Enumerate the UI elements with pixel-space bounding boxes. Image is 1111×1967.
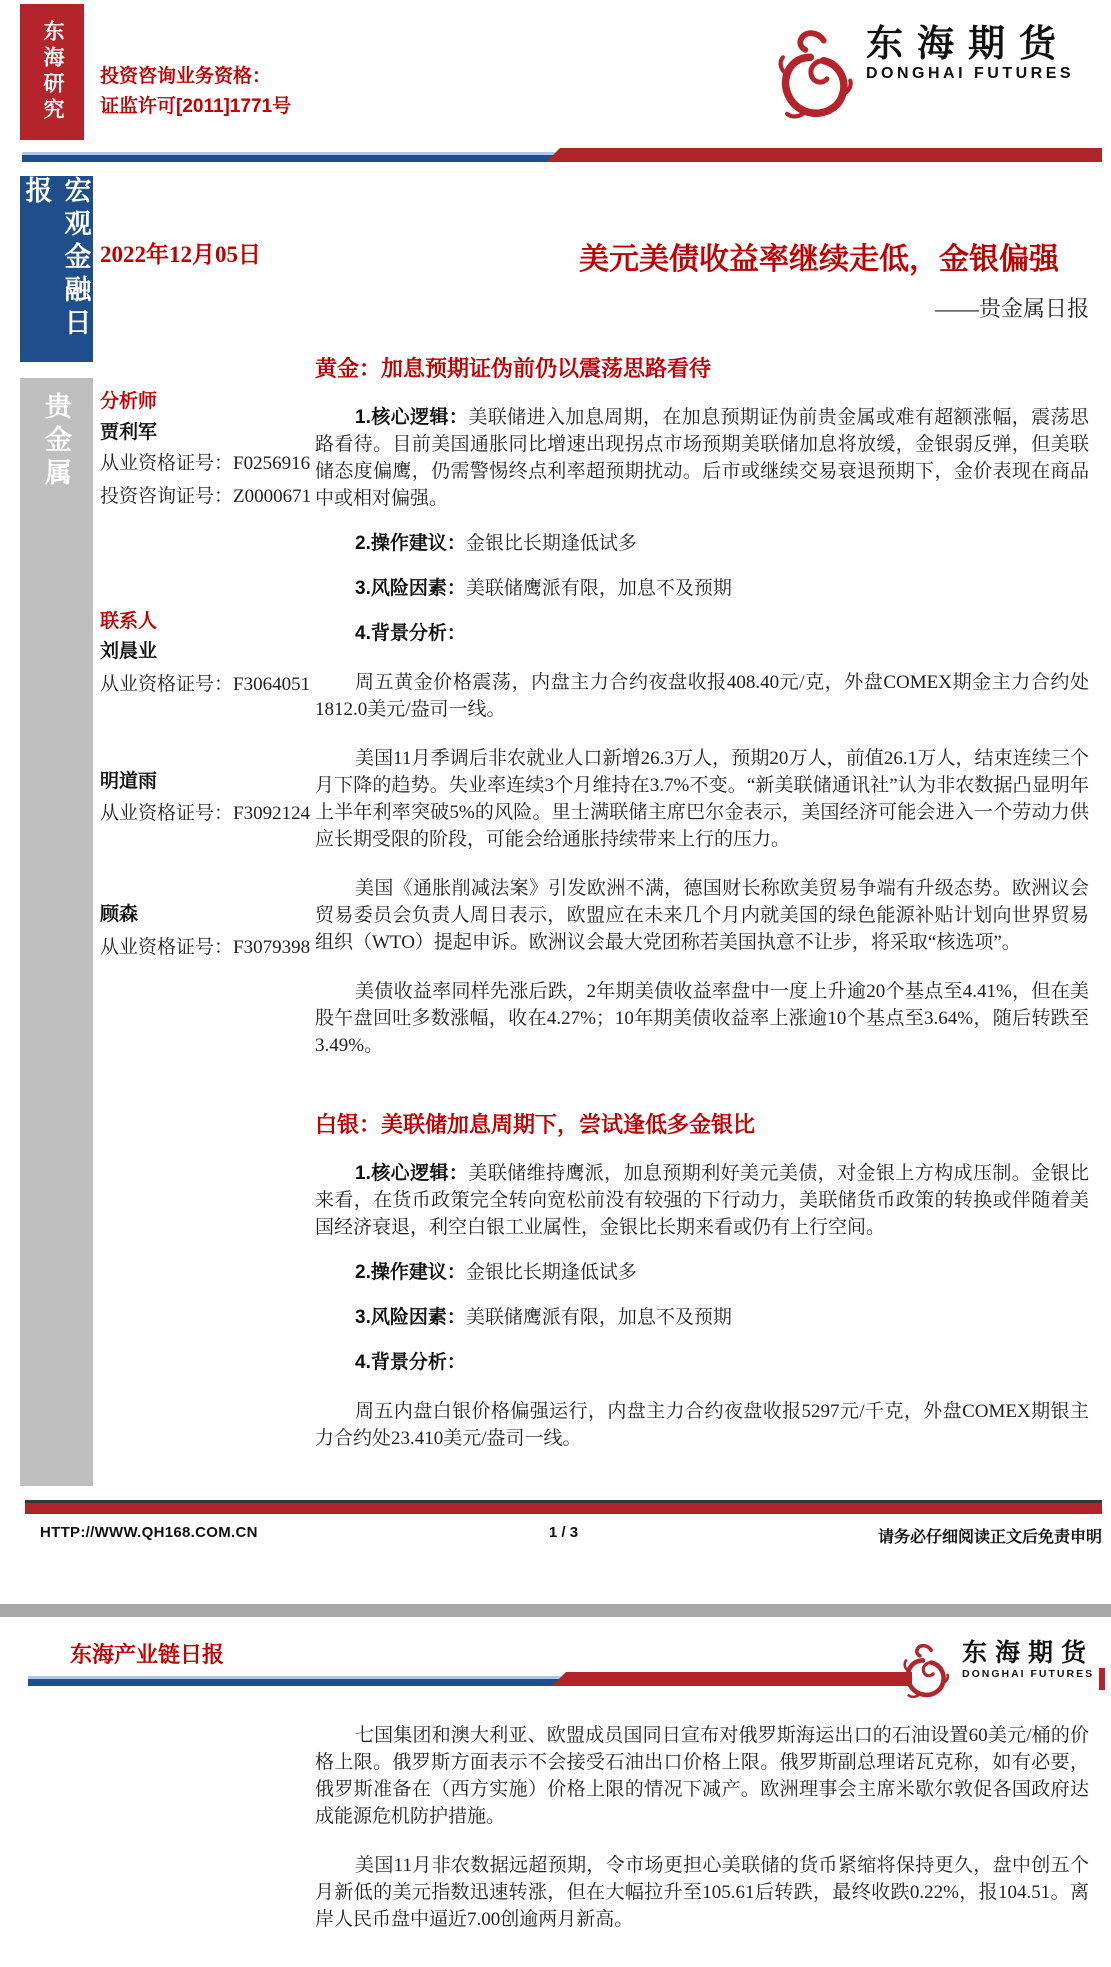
silver-section-heading: 白银：美联储加息周期下，尝试逢低多金银比	[315, 1112, 756, 1137]
silver-advice: 2.操作建议：金银比长期逢低试多	[355, 1262, 637, 1283]
footer-page-number: 1 / 3	[548, 1524, 579, 1541]
page2-content	[315, 1700, 1089, 1933]
paragraph: 七国集团和澳大利亚、欧盟成员国同日宣布对俄罗斯海运出口的石油设置60美元/桶的价格上限。俄罗斯方面表示不会接受石油出口价格上限。俄罗斯副总理诺瓦克称，如有必要，俄罗斯准备在（西方实施）价格上限的情况下减产。欧洲理事会主席米歇尔敦促各国政府达成能源危机防护措施。	[315, 1725, 1089, 1827]
divider-red-segment	[546, 148, 1102, 162]
paragraph: 周五内盘白银价格偏强运行，内盘主力合约夜盘收报5297元/千克，外盘COMEX期银主力合约处23.410美元/盎司一线。	[315, 1401, 1089, 1449]
analyst-label: 分析师	[100, 391, 158, 412]
footer-disclaimer: 请务必仔细阅读正文后免责申明	[877, 1529, 1102, 1546]
gold-section-heading: 黄金：加息预期证伪前仍以震荡思路看待	[315, 356, 712, 381]
analyst-advisory-number: 投资咨询证号：Z0000671	[100, 486, 312, 507]
logo-cn: 东海期货	[962, 1639, 1095, 1667]
contact-qualification: 从业资格证号：F3092124	[100, 803, 311, 824]
dragon-logo-icon	[770, 24, 854, 133]
divider-blue-segment	[22, 152, 555, 162]
logo-words	[866, 24, 1074, 83]
divider-red-segment	[552, 1672, 912, 1686]
precious-metal-banner-label: 贵金属	[41, 392, 71, 491]
gold-risk: 3.风险因素：美联储鹰派有限，加息不及预期	[355, 578, 732, 599]
footer	[25, 1524, 1102, 1548]
paragraph: 美债收益率同样先涨后跌，2年期美债收益率盘中一度上升逾20个基点至4.41%，但在美股午盘回吐多数涨幅，收在4.27%；10年期美债收益率上涨逾10个基点至3.64%，随后转跌至3.49%。	[315, 981, 1089, 1056]
license-line-2: 证监许可[2011]1771号	[100, 96, 292, 117]
macro-daily-banner-label: 宏观金融日报	[21, 176, 91, 341]
company-logo	[770, 24, 1074, 133]
logo-en: DONGHAI FUTURES	[962, 1667, 1095, 1680]
gold-advice: 2.操作建议：金银比长期逢低试多	[355, 533, 637, 554]
logo-cn: 东海期货	[866, 23, 1070, 64]
report-subtitle: ——贵金属日报	[934, 296, 1089, 321]
silver-risk: 3.风险因素：美联储鹰派有限，加息不及预期	[355, 1307, 732, 1328]
contact-qualification: 从业资格证号：F3064051	[100, 674, 311, 695]
paragraph: 美国《通胀削减法案》引发欧洲不满，德国财长称欧美贸易争端有升级态势。欧洲议会贸易委员会负责人周日表示，欧盟应在未来几个月内就美国的绿色能源补贴计划向世界贸易组织（WTO）提起申诉。欧洲议会最大党团称若美国执意不让步，将采取“核选项”。	[315, 878, 1089, 953]
analyst-qualification: 从业资格证号：F0256916	[100, 453, 311, 474]
gold-section	[315, 356, 1089, 1059]
macro-daily-banner	[20, 176, 93, 362]
license-text	[100, 62, 291, 122]
paragraph: 美国11月季调后非农就业人口新增26.3万人，预期20万人，前值26.1万人，结束连续三个月下降的趋势。失业率连续3个月维持在3.7%不变。“新美联储通讯社”认为非农数据凸显明年上半年利率突破5%的风险。里士满联储主席巴尔金表示，美国经济可能会进入一个劳动力供应长期受限的阶段，可能会给通胀持续带来上行的压力。	[315, 748, 1089, 850]
gold-background-label: 4.背景分析：	[355, 623, 466, 644]
report-title: 美元美债收益率继续走低，金银偏强	[579, 243, 1059, 276]
footer-url[interactable]: HTTP://WWW.QH168.COM.CN	[40, 1524, 258, 1541]
logo-words	[962, 1640, 1094, 1680]
logo-en: DONGHAI FUTURES	[866, 64, 1075, 82]
page-separator	[0, 1604, 1111, 1617]
research-banner-label: 东海研究	[41, 20, 64, 124]
gold-core-logic: 1.核心逻辑：美联储进入加息周期，在加息预期证伪前贵金属或难有超额涨幅，震荡思路看待。目前美国通胀同比增速出现拐点市场预期美联储加息将放缓，金银弱反弹，但美联储态度偏鹰，仍需警惕终点利率超预期扰动。后市或继续交易衰退预期下，金价表现在商品中或相对偏强。	[315, 407, 1089, 509]
logo-red-tick	[1099, 1668, 1105, 1690]
contact-name: 明道雨	[100, 771, 158, 792]
research-banner	[20, 4, 84, 140]
contact-qualification: 从业资格证号：F3079398	[100, 937, 311, 958]
analyst-name: 贾利军	[100, 422, 158, 443]
silver-background-label: 4.背景分析：	[355, 1352, 466, 1373]
precious-metal-banner	[20, 378, 93, 1486]
divider-blue-segment	[28, 1676, 561, 1686]
license-line-1: 投资咨询业务资格：	[100, 66, 272, 87]
silver-section	[315, 1112, 1089, 1452]
silver-core-logic: 1.核心逻辑：美联储维持鹰派，加息预期利好美元美债，对金银上方构成压制。金银比来看，在货币政策完全转向宽松前没有较强的下行动力，美联储货币政策的转换或伴随着美国经济衰退，利空白银工业属性，金银比长期来看或仍有上行空间。	[315, 1163, 1089, 1238]
contact-label: 联系人	[100, 611, 158, 632]
report-date: 2022年12月05日	[100, 242, 261, 267]
page2-title: 东海产业链日报	[70, 1642, 225, 1667]
paragraph: 美国11月非农数据远超预期，令市场更担心美联储的货币紧缩将保持更久，盘中创五个月新低的美元指数迅速转涨，但在大幅拉升至105.61后转跌，最终收跌0.22%，报104.51。离岸人民币盘中逼近7.00创逾两月新高。	[315, 1855, 1089, 1930]
company-logo-small	[898, 1640, 1094, 1709]
contact-name: 刘晨业	[100, 641, 158, 662]
top-divider	[22, 148, 1102, 163]
page2-divider	[28, 1672, 912, 1687]
footer-bar	[25, 1500, 1102, 1514]
paragraph: 周五黄金价格震荡，内盘主力合约夜盘收报408.40元/克，外盘COMEX期金主力合约处1812.0美元/盎司一线。	[315, 672, 1089, 720]
contact-name: 顾森	[100, 904, 139, 925]
